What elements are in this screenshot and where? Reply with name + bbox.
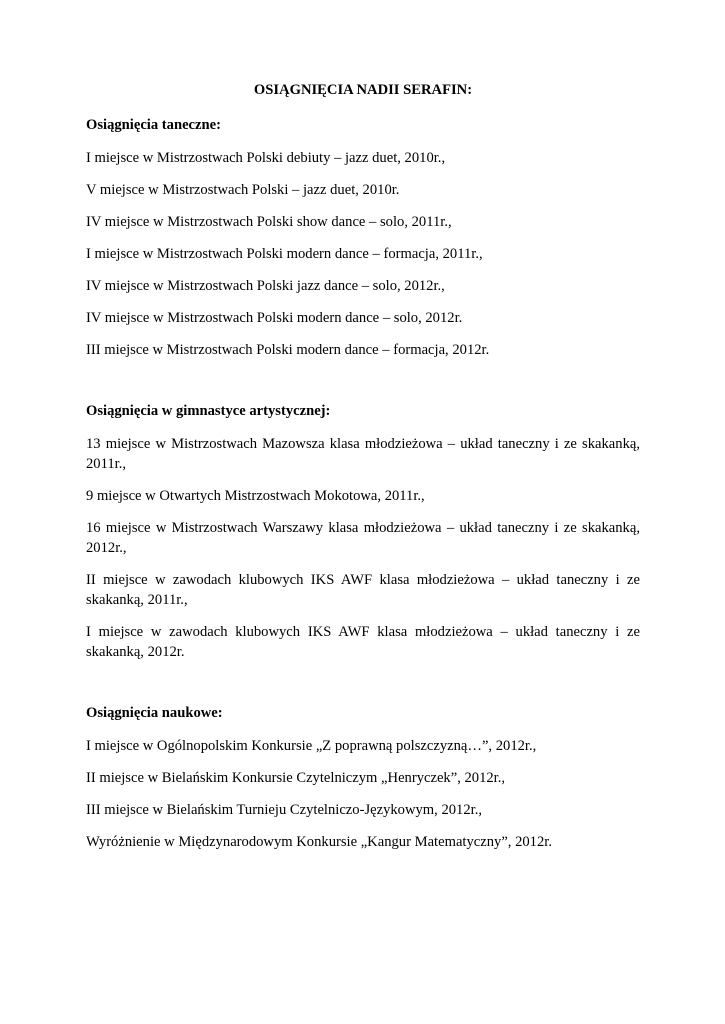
achievement-item: 13 miejsce w Mistrzostwach Mazowsza klasa młodzieżowa – układ taneczny i ze skakanką, 2011r., xyxy=(86,436,640,472)
section-academic xyxy=(86,703,640,852)
section-heading: Osiągnięcia taneczne: xyxy=(86,117,221,133)
achievement-item: 9 miejsce w Otwartych Mistrzostwach Mokotowa, 2011r., xyxy=(86,488,425,504)
section-spacer xyxy=(86,674,640,703)
section-gymnastics xyxy=(86,401,640,662)
achievement-item: I miejsce w Ogólnopolskim Konkursie „Z poprawną polszczyzną…”, 2012r., xyxy=(86,738,537,754)
document-page xyxy=(86,80,640,864)
achievement-item: III miejsce w Bielańskim Turnieju Czytelniczo-Językowym, 2012r., xyxy=(86,802,482,818)
achievement-item: I miejsce w Mistrzostwach Polski debiuty – jazz duet, 2010r., xyxy=(86,150,446,166)
achievement-item: Wyróżnienie w Międzynarodowym Konkursie „Kangur Matematyczny”, 2012r. xyxy=(86,834,552,850)
achievement-item: II miejsce w zawodach klubowych IKS AWF klasa młodzieżowa – układ taneczny i ze skakanką, 2011r., xyxy=(86,572,640,608)
achievement-item: 16 miejsce w Mistrzostwach Warszawy klasa młodzieżowa – układ taneczny i ze skakanką, 2012r., xyxy=(86,520,640,556)
achievement-item: IV miejsce w Mistrzostwach Polski jazz dance – solo, 2012r., xyxy=(86,278,445,294)
achievement-item: II miejsce w Bielańskim Konkursie Czytelniczym „Henryczek”, 2012r., xyxy=(86,770,506,786)
section-heading: Osiągnięcia w gimnastyce artystycznej: xyxy=(86,403,331,419)
achievement-item: IV miejsce w Mistrzostwach Polski modern dance – solo, 2012r. xyxy=(86,310,463,326)
section-heading: Osiągnięcia naukowe: xyxy=(86,705,223,721)
document-title: OSIĄGNIĘCIA NADII SERAFIN: xyxy=(253,82,473,98)
section-dance xyxy=(86,115,640,360)
section-spacer xyxy=(86,372,640,401)
achievement-item: V miejsce w Mistrzostwach Polski – jazz duet, 2010r. xyxy=(86,182,400,198)
achievement-item: III miejsce w Mistrzostwach Polski modern dance – formacja, 2012r. xyxy=(86,342,490,358)
achievement-item: I miejsce w Mistrzostwach Polski modern dance – formacja, 2011r., xyxy=(86,246,483,262)
achievement-item: I miejsce w zawodach klubowych IKS AWF klasa młodzieżowa – układ taneczny i ze skakanką, 2012r. xyxy=(86,624,640,660)
achievement-item: IV miejsce w Mistrzostwach Polski show dance – solo, 2011r., xyxy=(86,214,452,230)
